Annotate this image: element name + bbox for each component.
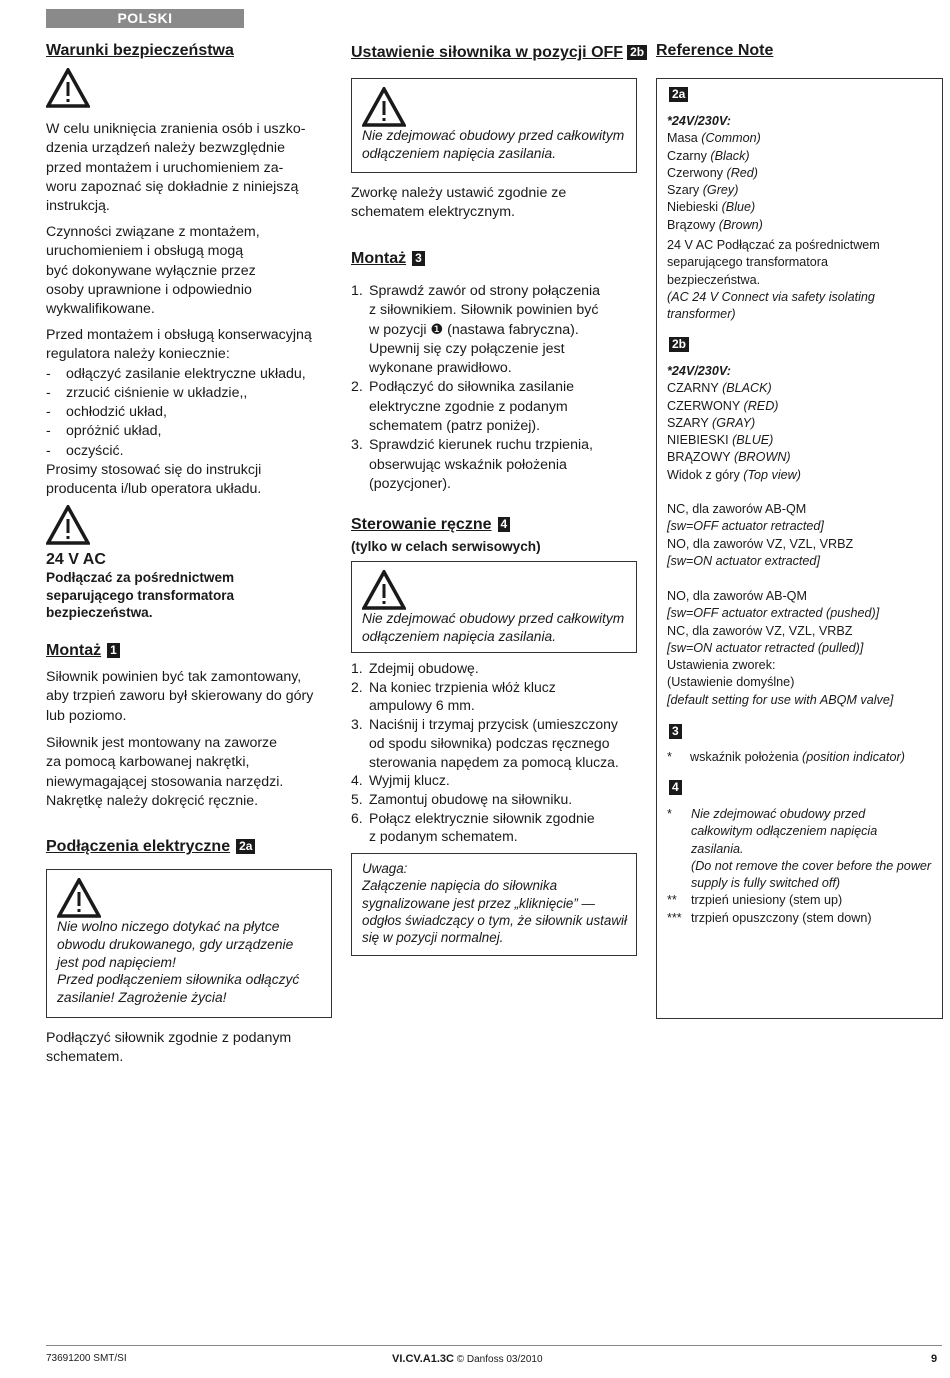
warning-icon — [46, 68, 90, 108]
wire-item: Czarny (Black) — [667, 148, 750, 163]
list-item: 3. Naciśnij i trzymaj przycisk (umieszczony od spodu siłownika) podczas ręcznego sterowania napędem za pomocą klucza. — [351, 716, 619, 770]
warning-icon — [46, 505, 90, 545]
figure-tag: 2a — [669, 87, 688, 102]
manual-control-subtitle: (tylko w celach serwisowych) — [351, 539, 541, 554]
warning-icon — [362, 87, 406, 127]
list-item: 4. Wyjmij klucz. — [351, 772, 450, 789]
footer-center: VI.CV.A1.3C © Danfoss 03/2010 — [392, 1353, 543, 1365]
list-item: * Nie zdejmować obudowy przed całkowitym odłączeniem napięcia zasilania. (Do not remove the cover before the power supply is fully switched off) — [667, 807, 932, 891]
reference-4 — [667, 806, 942, 927]
manual-control-title: Sterowanie ręczne 4 — [351, 516, 510, 534]
list-item: 3. Sprawdzić kierunek ruchu trzpienia, obserwując wskaźnik położenia (pozycjoner). — [351, 437, 593, 492]
wire-item: Szary (Grey) — [667, 183, 739, 198]
footer-rule — [46, 1345, 942, 1346]
figure-tag: 2b — [669, 337, 689, 352]
figure-tag: 3 — [669, 724, 682, 739]
safety-paragraph-2: Czynności związane z montażem, uruchomieniem i obsługą mogą być dokonywane wyłącznie przez osoby uprawnione i odpowiednio wykwalifikowane. — [46, 224, 260, 318]
figure-tag: 4 — [498, 517, 511, 532]
reference-note-box — [656, 78, 943, 1019]
safety-title: Warunki bezpieczeństwa — [46, 42, 234, 59]
list-item: - odłączyć zasilanie elektryczne układu, — [46, 365, 306, 382]
wire-item: Masa (Common) — [667, 131, 761, 146]
warning-icon — [362, 570, 406, 610]
list-item: 1. Sprawdź zawór od strony połączenia z siłownikiem. Siłownik powinien być w pozycji ❶ (nastawa fabryczna). Upewnij się czy połączenie jest wykonane prawidłowo. — [351, 283, 601, 377]
wire-item: Widok z góry (Top view) — [667, 467, 801, 482]
warning-icon — [57, 878, 101, 918]
off-warning-text: Nie zdejmować obudowy przed całkowitym odłączeniem napięcia zasilania. — [362, 128, 625, 161]
wire-item: Niebieski (Blue) — [667, 200, 756, 215]
note-box — [351, 853, 637, 956]
voltage-note: Podłączać za pośrednictwem separującego transformatora bezpieczeństwa. — [46, 570, 235, 620]
list-item: - ochłodzić układ, — [46, 404, 167, 421]
reference-switch-block-2: NO, dla zaworów AB-QM [sw=OFF actuator extracted (pushed)] NC, dla zaworów VZ, VZL, VRBZ [sw=ON actuator retracted (pulled)] Ustawienia zworek: (Ustawienie domyślne) [default setting for use with ABQM valve] — [667, 589, 894, 707]
safety-paragraph-1: W celu uniknięcia zranienia osób i uszko- dzenia urządzeń należy bezwzględnie przed montażem i uruchomieniem za- woru zapoznać się dokładnie z niniejszą instrukcją. — [46, 121, 306, 215]
manual-warning-box — [351, 561, 637, 653]
reference-note-title: Reference Note — [656, 42, 774, 59]
figure-tag: 4 — [669, 780, 682, 795]
off-position-title: Ustawienie siłownika w pozycji OFF 2b — [351, 44, 647, 62]
list-item: - oczyścić. — [46, 442, 124, 459]
language-badge: POLSKI — [46, 9, 244, 28]
mount-paragraph-1: Siłownik powinien być tak zamontowany, aby trzpień zaworu był skierowany do góry lub poziomo. — [46, 669, 314, 724]
wire-item: BRĄZOWY (BROWN) — [667, 450, 791, 465]
mount-steps — [351, 282, 646, 494]
manual-warning-text: Nie zdejmować obudowy przed całkowitym odłączeniem napięcia zasilania. — [362, 611, 625, 644]
wire-item: Brązowy (Brown) — [667, 217, 763, 232]
figure-tag: 2a — [236, 839, 255, 854]
list-item: 2. Podłączyć do siłownika zasilanie elektryczne zgodnie z podanym schematem (patrz poniżej). — [351, 379, 575, 435]
note-text: Uwaga: Załączenie napięcia do siłownika sygnalizowane jest przez „kliknięcie” — odgłos świadczący o tym, że siłownik ustawił się w pozycji normalnej. — [362, 861, 627, 946]
off-paragraph: Zworkę należy ustawić zgodnie ze schematem elektrycznym. — [351, 185, 567, 221]
electrical-warning-box — [46, 869, 332, 1018]
safety-list — [46, 365, 331, 461]
footer-doc-code: 73691200 SMT/SI — [46, 1353, 127, 1364]
wire-item: CZARNY (BLACK) — [667, 381, 772, 396]
voltage-label: 24 V AC — [46, 551, 106, 568]
mount-paragraph-2: Siłownik jest montowany na zaworze za pomocą karbowanej nakrętki, niewymagającej stosowania narzędzi. Nakrętkę należy dokręcić ręcznie. — [46, 735, 284, 809]
manual-steps — [351, 659, 646, 846]
page-number: 9 — [931, 1353, 938, 1365]
list-item: 1. Zdejmij obudowę. — [351, 660, 479, 676]
reference-2b: *24V/230V: CZARNY (BLACK) CZERWONY (RED) SZARY (GRAY) NIEBIESKI (BLUE) BRĄZOWY (BROWN) Widok z góry (Top view) — [667, 363, 939, 484]
mount-title: Montaż 1 — [46, 642, 120, 660]
list-item: 2. Na koniec trzpienia włóż klucz ampulowy 6 mm. — [351, 678, 556, 714]
list-item: *** trzpień opuszczony (stem down) — [667, 910, 872, 925]
list-item: ** trzpień uniesiony (stem up) — [667, 893, 843, 908]
mount-title-2: Montaż 3 — [351, 250, 425, 268]
reference-2a: *24V/230V: Masa (Common) Czarny (Black) Czerwony (Red) Szary (Grey) Niebieski (Blue) Brązowy (Brown) 24 V AC Podłączać za pośrednictwem separującego transformatora bezpieczeństwa. (AC 24 V Connect via safety isolating transformer) — [667, 113, 939, 324]
list-item: - zrzucić ciśnienie w układzie,, — [46, 384, 248, 401]
wire-item: SZARY (GRAY) — [667, 415, 756, 430]
figure-tag: 1 — [107, 643, 120, 658]
electrical-warning-text: Nie wolno niczego dotykać na płytce obwodu drukowanego, gdy urządzenie jest pod napięciem! Przed podłączeniem siłownika odłączyć zasilanie! Zagrożenie życia! — [57, 919, 300, 1006]
reference-switch-block-1: NC, dla zaworów AB-QM [sw=OFF actuator retracted] NO, dla zaworów VZ, VZL, VRBZ [sw=ON actuator extracted] — [667, 502, 854, 568]
figure-tag: 2b — [627, 45, 647, 60]
list-item: - opróżnić układ, — [46, 423, 162, 440]
list-item: 6. Połącz elektrycznie siłownik zgodnie z podanym schematem. — [351, 809, 595, 845]
list-item: 5. Zamontuj obudowę na siłowniku. — [351, 790, 573, 807]
safety-paragraph-3: Przed montażem i obsługą konserwacyjną regulatora należy koniecznie: - odłączyć zasilanie elektryczne układu, - zrzucić ciśnienie w układzie,, - ochłodzić układ, - opróżnić układ, - oczyścić. Prosimy stosować się do instrukcji producenta i/lub operatora układu. — [46, 326, 331, 500]
figure-tag: 3 — [412, 251, 425, 266]
electrical-paragraph: Podłączyć siłownik zgodnie z podanym schematem. — [46, 1030, 292, 1066]
off-warning-box — [351, 78, 637, 173]
wire-item: CZERWONY (RED) — [667, 398, 779, 413]
reference-3: * wskaźnik położenia (position indicator) — [667, 750, 905, 764]
electrical-title: Podłączenia elektryczne 2a — [46, 838, 255, 856]
wire-item: NIEBIESKI (BLUE) — [667, 433, 774, 448]
wire-item: Czerwony (Red) — [667, 165, 758, 180]
